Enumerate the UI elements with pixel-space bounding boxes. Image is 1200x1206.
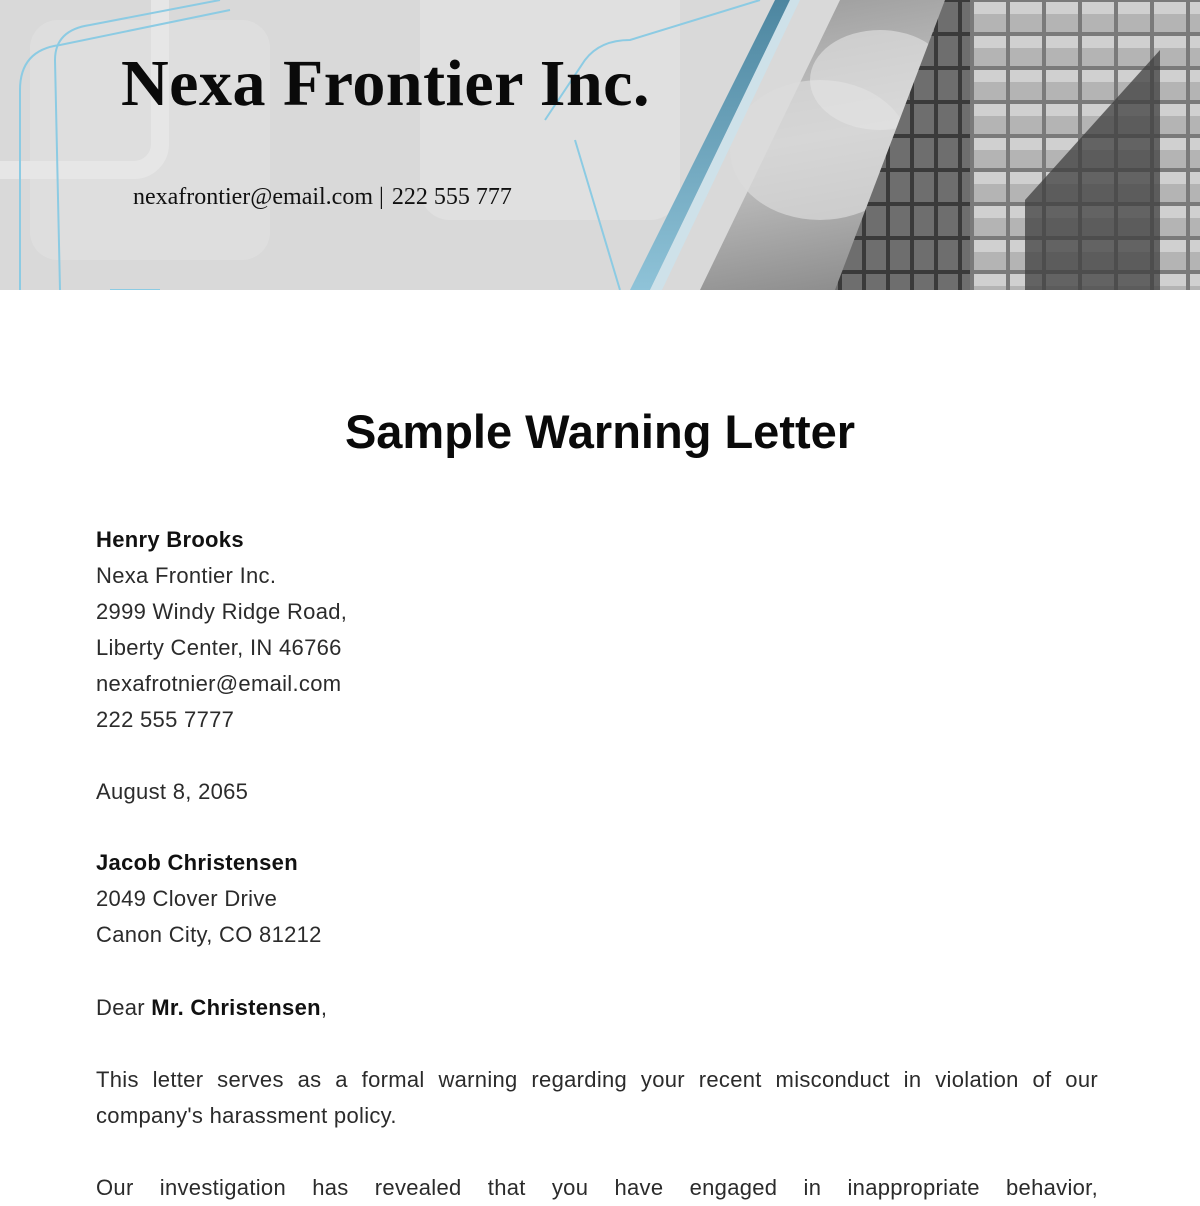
- body-paragraph-2: Our investigation has revealed that you have engaged in inappropriate behavior,: [96, 1175, 1098, 1200]
- header-email: nexafrontier@email.com: [133, 184, 373, 210]
- body-paragraph-1: This letter serves as a formal warning regarding your recent misconduct in violation of our company's harassment policy.: [96, 1067, 1098, 1128]
- sender-email: nexafrotnier@email.com: [96, 671, 342, 696]
- recipient-block: [96, 845, 1098, 953]
- header-phone: 222 555 777: [391, 184, 512, 210]
- sender-company: Nexa Frontier Inc.: [96, 563, 277, 588]
- recipient-address-line1: 2049 Clover Drive: [96, 886, 278, 911]
- letter-date: [96, 774, 1098, 810]
- sender-phone: 222 555 7777: [96, 707, 235, 732]
- letterhead-graphic: [0, 0, 1200, 290]
- company-name: Nexa Frontier Inc.: [121, 47, 650, 120]
- header-contact: [133, 184, 512, 211]
- sender-name: Henry Brooks: [96, 527, 244, 552]
- sender-address-line1: 2999 Windy Ridge Road,: [96, 599, 348, 624]
- date-text: August 8, 2065: [96, 779, 249, 804]
- document-title: Sample Warning Letter: [344, 405, 856, 458]
- salutation-prefix: Dear: [96, 995, 152, 1020]
- recipient-address-line2: Canon City, CO 81212: [96, 922, 322, 947]
- sender-block: [96, 522, 1098, 738]
- letterhead-banner: [0, 0, 1200, 290]
- header-separator: |: [379, 184, 384, 210]
- recipient-name: Jacob Christensen: [96, 850, 298, 875]
- sender-address-line2: Liberty Center, IN 46766: [96, 635, 342, 660]
- salutation: [96, 990, 1098, 1026]
- salutation-name: Mr. Christensen: [151, 995, 321, 1020]
- salutation-suffix: ,: [320, 995, 328, 1020]
